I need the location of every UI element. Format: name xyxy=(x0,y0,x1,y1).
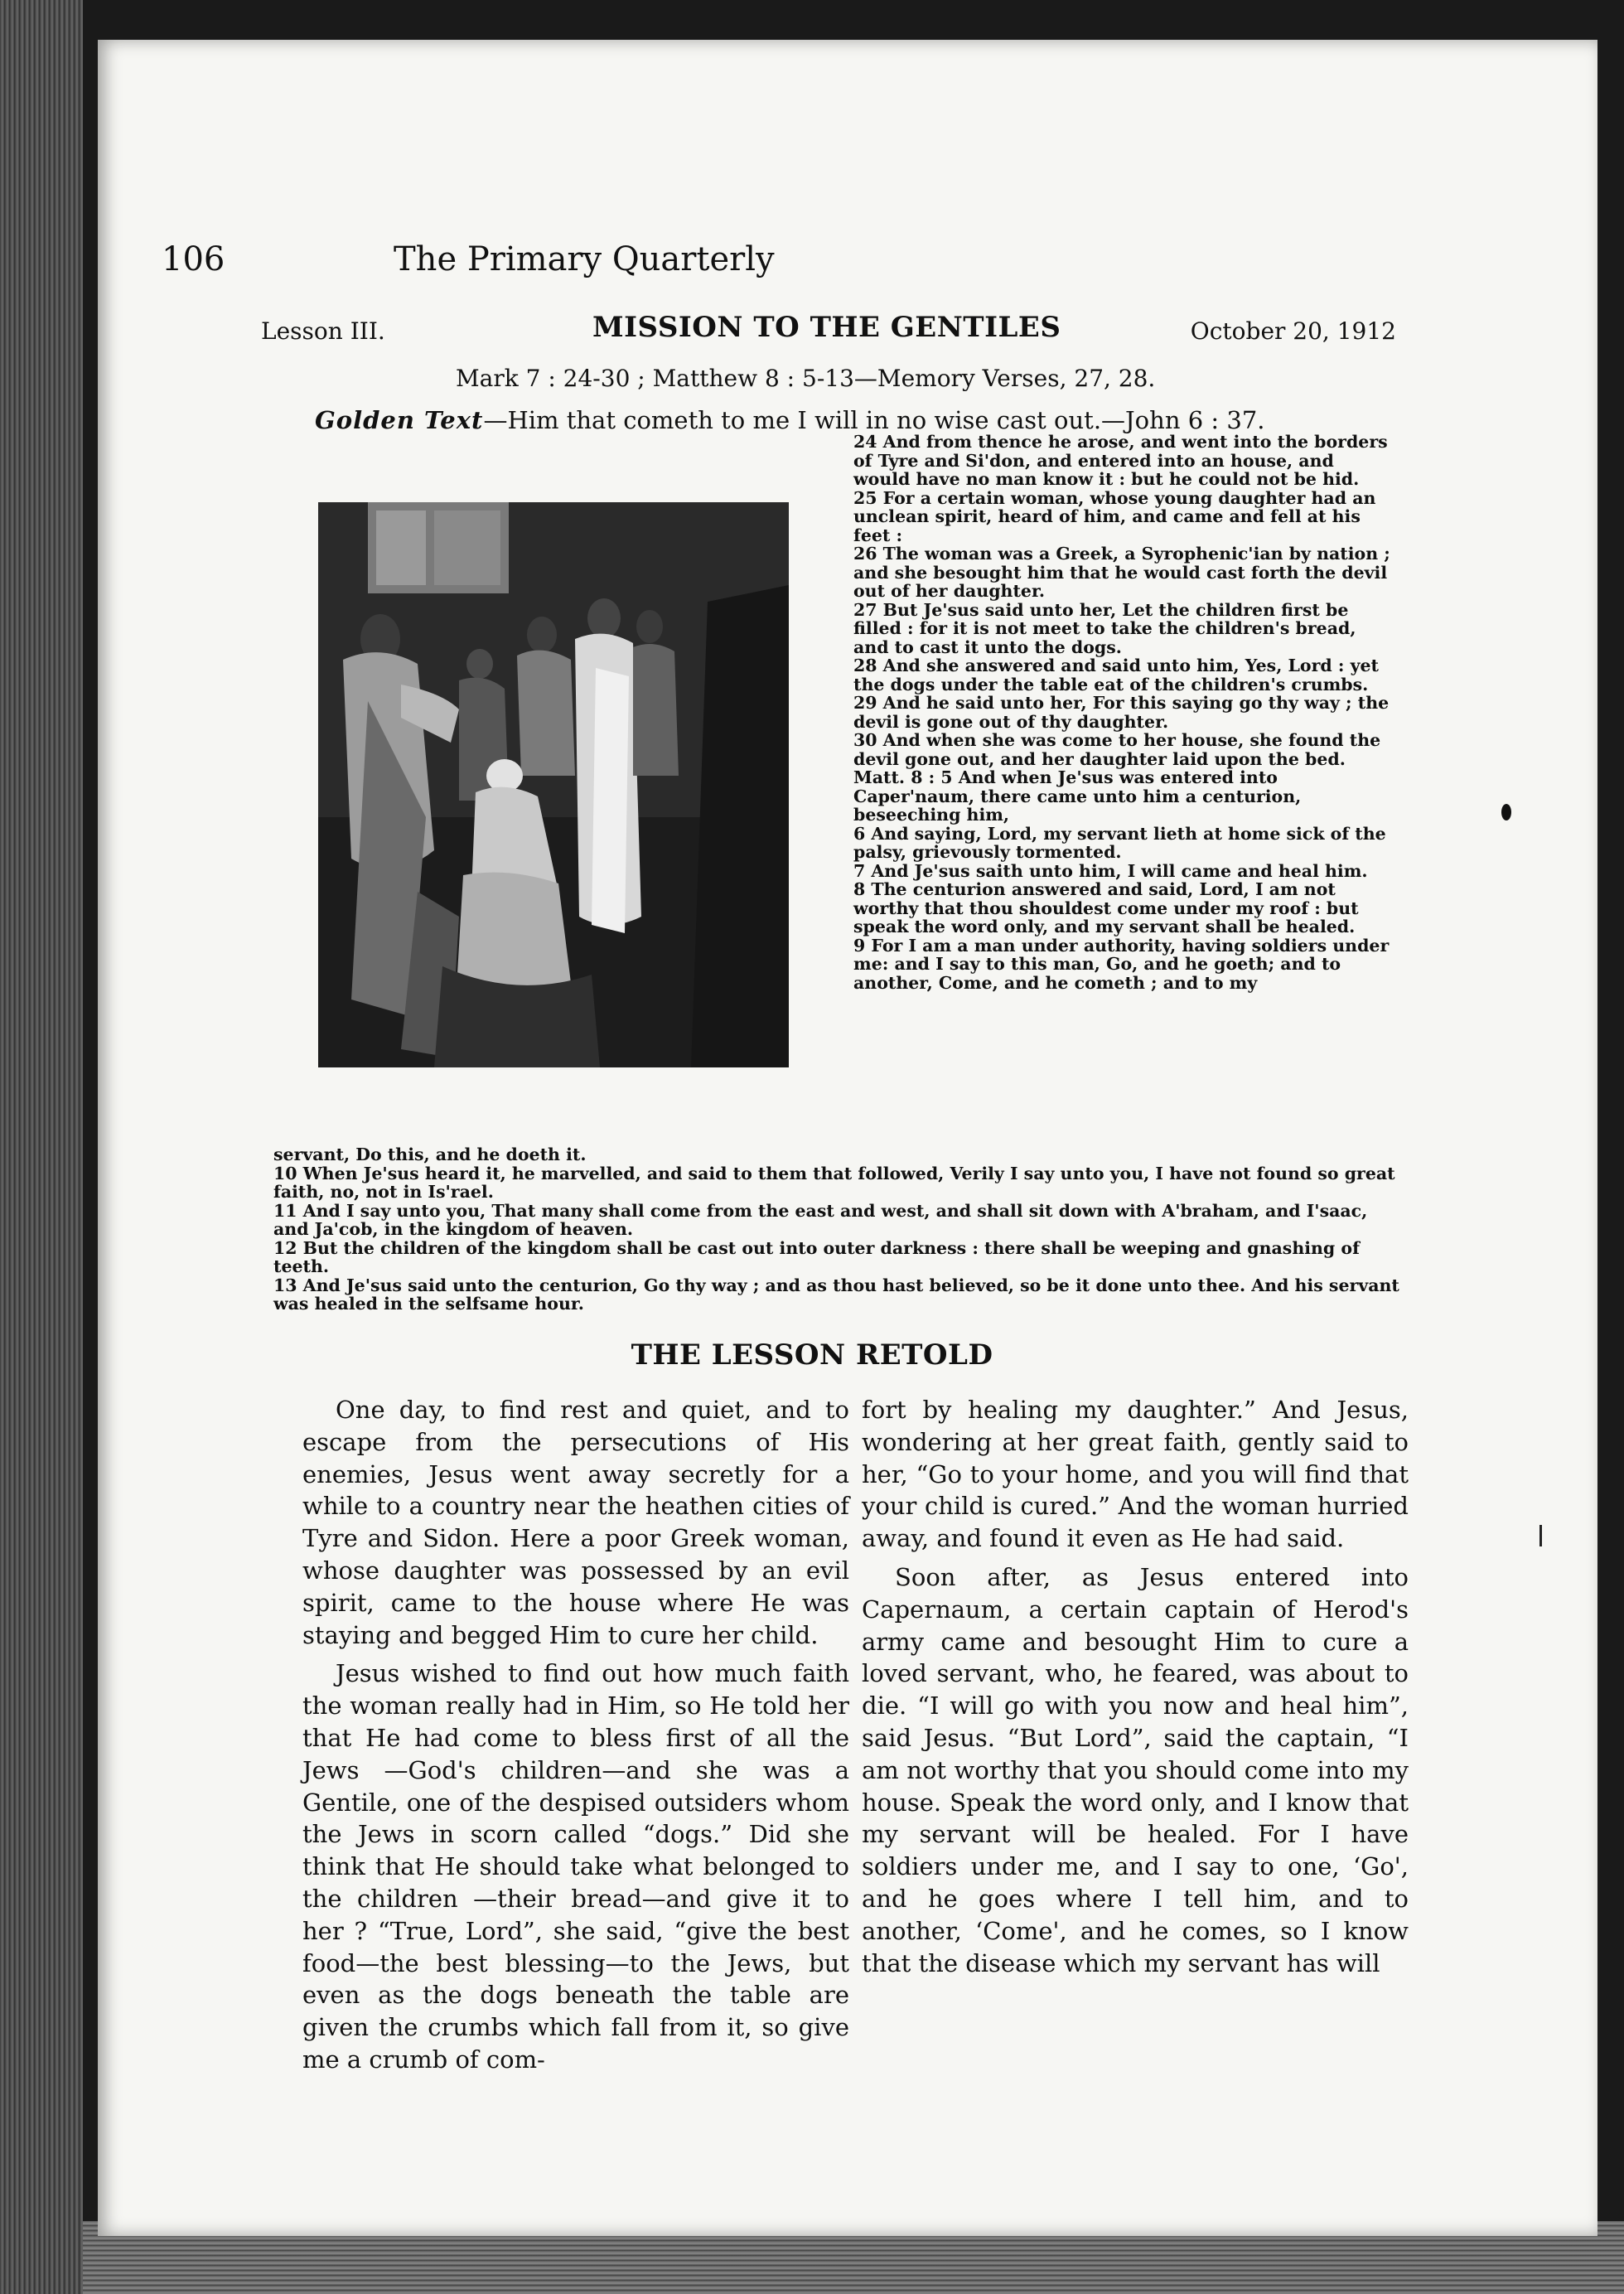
retold-heading: THE LESSON RETOLD xyxy=(631,1338,993,1372)
golden-text-body: —Him that cometh to me I will in no wise cast out.—John 6 : 37. xyxy=(483,406,1265,434)
scripture-right-column xyxy=(853,433,1394,992)
lesson-number: Lesson III. xyxy=(261,317,385,345)
scripture-verse: 13 And Je'sus said unto the centurion, Go thy way ; and as thou hast believed, so be it done unto thee. And his servant was healed in the selfsame hour. xyxy=(273,1275,1399,1314)
ink-line-mark xyxy=(1539,1525,1542,1546)
illustration-photo xyxy=(318,502,789,1067)
retold-paragraph: Jesus wished to find out how much faith the woman really had in Him, so He told her that He had come to bless first of all the Jews —God's children—and she was a Gentile, one of the despised outsiders whom the Jews in scorn called “dogs.” Did she think that He should take what belonged to the children —their bread—and give it to her ? “True, Lord”, she said, “give the best food—the best blessing—to the Jews, but even as the dogs beneath the table are given the crumbs which fall from it, so give me a crumb of com- xyxy=(302,1659,849,2074)
scripture-verse: 10 When Je'sus heard it, he marvelled, and said to them that followed, Verily I say unto you, I have not found so great faith, no, not in Is'rael. xyxy=(273,1163,1395,1202)
scripture-verse: 7 And Je'sus saith unto him, I will came and heal him. xyxy=(853,860,1368,881)
scripture-verse: 25 For a certain woman, whose young daughter had an unclean spirit, heard of him, and came and fell at his feet : xyxy=(853,487,1376,545)
scripture-verse: 28 And she answered and said unto him, Yes, Lord : yet the dogs under the table eat of the children's crumbs. xyxy=(853,656,1379,694)
retold-right-column xyxy=(862,1394,1409,1979)
illustration-image-icon xyxy=(318,502,789,1067)
scripture-verse: 12 But the children of the kingdom shall be cast out into outer darkness : there shall be weeping and gnashing of teeth. xyxy=(273,1237,1360,1276)
book-page-edges xyxy=(0,0,83,2294)
scripture-verse: 8 The centurion answered and said, Lord, I am not worthy that thou shouldest come under my roof : but speak the word only, and my servant shall be healed. xyxy=(853,879,1359,936)
page-number: 106 xyxy=(162,240,225,278)
lesson-references: Mark 7 : 24-30 ; Matthew 8 : 5-13—Memory Verses, 27, 28. xyxy=(456,365,1156,392)
scripture-verse: 26 The woman was a Greek, a Syrophenic'ian by nation ; and she besought him that he would cast forth the devil out of her daughter. xyxy=(853,544,1390,601)
retold-left-column xyxy=(302,1394,849,2076)
scripture-verse: 29 And he said unto her, For this saying go thy way ; the devil is gone out of thy daughter. xyxy=(853,693,1390,732)
scripture-verse: 11 And I say unto you, That many shall come from the east and west, and shall sit down with A'braham, and I'saac, and Ja'cob, in the kingdom of heaven. xyxy=(273,1200,1368,1239)
golden-text xyxy=(315,406,1265,434)
scripture-verse: 9 For I am a man under authority, having soldiers under me: and I say to this man, Go, and he goeth; and to another, Come, and he cometh ; and to my xyxy=(853,935,1390,993)
retold-paragraph: One day, to find rest and quiet, and to escape from the persecutions of His enemies, Jesus went away secretly for a while to a country near the heathen cities of Tyre and Sidon. Here a poor Greek woman, whose daughter was possessed by an evil spirit, came to the house where He was staying and begged Him to cure her child. xyxy=(302,1396,849,1649)
scripture-verse: 24 And from thence he arose, and went into the borders of Tyre and Si'don, and entered into an house, and would have no man know it : but he could not be hid. xyxy=(853,432,1388,489)
golden-text-label: Golden Text xyxy=(315,406,484,434)
scripture-verse: 6 And saying, Lord, my servant lieth at home sick of the palsy, grievously tormented. xyxy=(853,823,1386,862)
page-header xyxy=(162,240,1015,298)
scripture-verse: 27 But Je'sus said unto her, Let the children first be filled : for it is not meet to take the children's bread, and to cast it unto the dogs. xyxy=(853,599,1356,657)
lesson-title: MISSION TO THE GENTILES xyxy=(592,311,1061,344)
scripture-full-width xyxy=(273,1145,1400,1314)
lesson-date: October 20, 1912 xyxy=(1190,317,1396,345)
scripture-verse: 30 And when she was come to her house, she found the devil gone out, and her daughter laid upon the bed. xyxy=(853,730,1381,769)
scripture-verse: Matt. 8 : 5 And when Je'sus was entered into Caper'naum, there came unto him a centurion, beseeching him, xyxy=(853,767,1302,825)
retold-paragraph: fort by healing my daughter.” And Jesus, wondering at her great faith, gently said to her, “Go to your home, and you will find that your child is cured.” And the woman hurried away, and found it even as He had said. xyxy=(862,1396,1409,1553)
running-title: The Primary Quarterly xyxy=(394,240,775,278)
scripture-verse: servant, Do this, and he doeth it. xyxy=(273,1145,587,1164)
ink-dot-mark xyxy=(1501,804,1511,820)
lesson-heading-row xyxy=(162,311,1396,352)
retold-paragraph: Soon after, as Jesus entered into Capernaum, a certain captain of Herod's army came and besought Him to cure a loved servant, who, he feared, was about to die. “I will go with you now and heal him”, said Jesus. “But Lord”, said the captain, “I am not worthy that you should come into my house. Speak the word only, and I know that my servant will be healed. For I have soldiers under me, and I say to one, ‘Go', and he goes where I tell him, and to another, ‘Come', and he comes, so I know that the disease which my servant has will xyxy=(862,1562,1409,1977)
